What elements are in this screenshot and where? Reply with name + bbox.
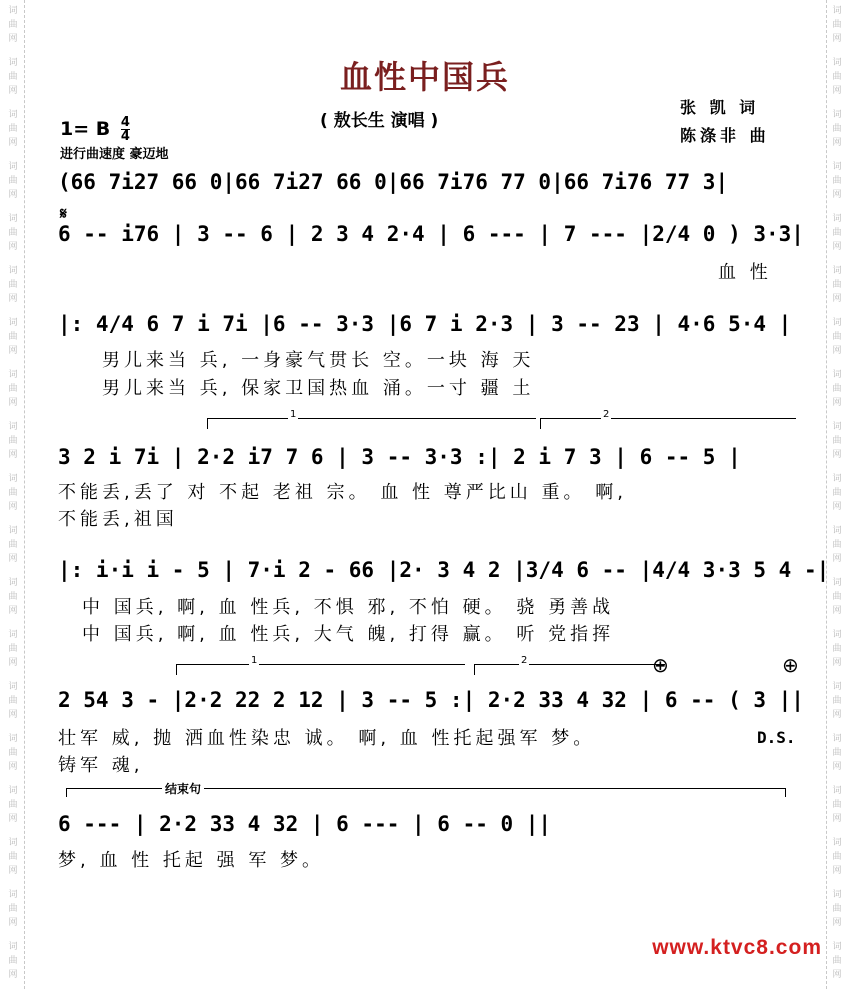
border-watermark-glyph: 网 (832, 34, 842, 44)
border-watermark-glyph: 曲 (8, 72, 18, 82)
music-line-6: 2 54 3 - |2·2 22 2 12 | 3 -- 5 :| 2·2 33 4 32 | 6 -- ( 3 || (58, 688, 804, 712)
border-watermark-glyph: 词 (832, 734, 842, 744)
border-watermark-glyph: 曲 (8, 852, 18, 862)
border-watermark-glyph: 曲 (8, 748, 18, 758)
border-watermark-glyph: 词 (832, 266, 842, 276)
border-watermark-glyph: 词 (8, 422, 18, 432)
border-watermark-glyph: 网 (832, 866, 842, 876)
border-watermark-glyph: 词 (832, 6, 842, 16)
border-watermark-glyph: 曲 (832, 228, 842, 238)
border-watermark-glyph: 网 (832, 138, 842, 148)
border-watermark-glyph: 词 (832, 214, 842, 224)
volta-bracket-1: 1 (207, 418, 536, 429)
border-watermark-glyph: 词 (8, 890, 18, 900)
border-watermark-glyph: 网 (832, 814, 842, 824)
border-watermark-glyph: 网 (8, 554, 18, 564)
border-watermark-glyph: 网 (832, 86, 842, 96)
border-watermark-glyph: 曲 (832, 644, 842, 654)
border-watermark-glyph: 网 (8, 346, 18, 356)
border-watermark-glyph: 词 (8, 214, 18, 224)
border-watermark-glyph: 词 (8, 786, 18, 796)
left-border-line (24, 0, 25, 989)
border-watermark-glyph: 网 (832, 658, 842, 668)
music-line-2: 6 -- i76 | 3 -- 6 | 2 3 4 2·4 | 6 --- | 7 --- |2/4 0 ) 3·3| (58, 222, 804, 246)
border-watermark-glyph: 词 (8, 734, 18, 744)
border-watermark-glyph: 词 (832, 422, 842, 432)
border-watermark-glyph: 词 (8, 6, 18, 16)
border-watermark-glyph: 曲 (8, 644, 18, 654)
border-watermark-glyph: 词 (832, 682, 842, 692)
lyric-verse-b2: 不能丢,祖国 (58, 509, 178, 530)
time-signature: $\frac{4}{4}$ (120, 115, 130, 144)
border-watermark-glyph: 曲 (832, 540, 842, 550)
border-watermark-glyph: 词 (8, 110, 18, 120)
tempo-marking: 进行曲速度 豪迈地 (60, 147, 169, 162)
border-watermark-glyph: 词 (832, 110, 842, 120)
composer: 陈涤非 曲 (680, 126, 770, 145)
border-watermark-glyph: 词 (832, 526, 842, 536)
key-signature (60, 116, 130, 143)
lyric-verse-c2: 中 国兵, 啊, 血 性兵, 大气 魄, 打得 赢。 听 党指挥 (82, 624, 615, 645)
border-watermark-glyph: 网 (8, 242, 18, 252)
border-watermark-glyph: 曲 (8, 384, 18, 394)
volta-bracket-2b: 2 (474, 664, 665, 675)
lyric-verse-e1: 梦, 血 性 托起 强 军 梦。 (58, 850, 325, 871)
border-watermark-glyph: 网 (832, 762, 842, 772)
music-line-1: (66 7i27 66 0|66 7i27 66 0|66 7i76 77 0|66 7i76 77 3| (58, 170, 729, 194)
music-line-4: 3 2 i 7i | 2·2 i7 7 6 | 3 -- 3·3 :| 2 i 7 3 | 6 -- 5 | (58, 445, 741, 469)
border-watermark-glyph: 曲 (832, 800, 842, 810)
music-line-5: |: i·i i - 5 | 7·i 2 - 66 |2· 3 4 2 |3/4 6 -- |4/4 3·3 5 4 -| (58, 558, 830, 582)
border-watermark-glyph: 曲 (8, 540, 18, 550)
ds-marking: D.S. (757, 728, 796, 747)
border-watermark-glyph: 曲 (8, 124, 18, 134)
border-watermark-glyph: 词 (8, 58, 18, 68)
border-watermark-glyph: 网 (832, 606, 842, 616)
border-watermark-glyph: 曲 (832, 332, 842, 342)
volta-bracket-2: 2 (540, 418, 796, 429)
border-watermark-glyph: 词 (832, 942, 842, 952)
border-watermark-glyph: 曲 (832, 176, 842, 186)
key-label: 1= B (60, 118, 111, 140)
border-watermark-glyph: 网 (8, 710, 18, 720)
border-watermark-glyph: 词 (8, 266, 18, 276)
left-border-watermark (6, 0, 20, 989)
right-border-watermark (830, 0, 844, 989)
border-watermark-glyph: 网 (832, 554, 842, 564)
border-watermark-glyph: 网 (8, 970, 18, 980)
border-watermark-glyph: 曲 (832, 488, 842, 498)
border-watermark-glyph: 曲 (8, 696, 18, 706)
border-watermark-glyph: 曲 (8, 20, 18, 30)
border-watermark-glyph: 词 (8, 162, 18, 172)
border-watermark-glyph: 曲 (8, 280, 18, 290)
border-watermark-glyph: 词 (8, 578, 18, 588)
lyric-verse-b1: 不能丢,丢了 对 不起 老祖 宗。 血 性 尊严比山 重。 啊, (58, 482, 627, 503)
ending-label: 结束句 (162, 780, 204, 797)
border-watermark-glyph: 词 (832, 162, 842, 172)
border-watermark-glyph: 曲 (832, 20, 842, 30)
lyric-line-2: 血 性 (718, 262, 772, 283)
border-watermark-glyph: 曲 (8, 332, 18, 342)
coda-symbol: ⊕ (652, 653, 669, 677)
border-watermark-glyph: 网 (8, 34, 18, 44)
border-watermark-glyph: 曲 (8, 488, 18, 498)
border-watermark-glyph: 曲 (832, 72, 842, 82)
border-watermark-glyph: 词 (832, 370, 842, 380)
border-watermark-glyph: 词 (8, 630, 18, 640)
border-watermark-glyph: 曲 (832, 696, 842, 706)
border-watermark-glyph: 曲 (832, 956, 842, 966)
lyric-verse-c1: 中 国兵, 啊, 血 性兵, 不惧 邪, 不怕 硬。 骁 勇善战 (82, 597, 615, 618)
lyricist: 张 凯 词 (680, 98, 760, 117)
border-watermark-glyph: 曲 (8, 436, 18, 446)
border-watermark-glyph: 词 (832, 318, 842, 328)
border-watermark-glyph: 词 (8, 318, 18, 328)
border-watermark-glyph: 网 (8, 398, 18, 408)
border-watermark-glyph: 词 (832, 838, 842, 848)
lyric-verse-a2: 男儿来当 兵, 保家卫国热血 涌。一寸 疆 土 (102, 378, 535, 399)
border-watermark-glyph: 曲 (832, 124, 842, 134)
ending-bracket (66, 782, 786, 797)
border-watermark-glyph: 词 (832, 474, 842, 484)
border-watermark-glyph: 曲 (8, 800, 18, 810)
border-watermark-glyph: 网 (8, 866, 18, 876)
lyric-verse-d2: 铸军 魂, (58, 755, 144, 776)
border-watermark-glyph: 曲 (832, 436, 842, 446)
border-watermark-glyph: 网 (832, 294, 842, 304)
border-watermark-glyph: 词 (832, 58, 842, 68)
music-line-7: 6 --- | 2·2 33 4 32 | 6 --- | 6 -- 0 || (58, 812, 552, 836)
border-watermark-glyph: 网 (8, 190, 18, 200)
right-border-line (826, 0, 827, 989)
border-watermark-glyph: 曲 (832, 852, 842, 862)
border-watermark-glyph: 曲 (832, 384, 842, 394)
border-watermark-glyph: 网 (832, 242, 842, 252)
segno-symbol: 𝄋 (60, 204, 67, 223)
song-title: 血性中国兵 (339, 58, 510, 96)
border-watermark-glyph: 网 (8, 762, 18, 772)
border-watermark-glyph: 词 (832, 578, 842, 588)
border-watermark-glyph: 词 (8, 838, 18, 848)
border-watermark-glyph: 网 (832, 450, 842, 460)
coda-symbol-2: ⊕ (782, 653, 799, 677)
border-watermark-glyph: 词 (8, 474, 18, 484)
border-watermark-glyph: 网 (8, 606, 18, 616)
border-watermark-glyph: 曲 (832, 904, 842, 914)
border-watermark-glyph: 网 (832, 190, 842, 200)
border-watermark-glyph: 词 (8, 682, 18, 692)
border-watermark-glyph: 曲 (832, 748, 842, 758)
border-watermark-glyph: 网 (8, 918, 18, 928)
lyric-verse-a1: 男儿来当 兵, 一身豪气贯长 空。一块 海 天 (102, 350, 535, 371)
border-watermark-glyph: 网 (832, 502, 842, 512)
performer: ( 敖长生 演唱 ) (320, 111, 439, 131)
border-watermark-glyph: 网 (8, 138, 18, 148)
volta-bracket-1b: 1 (176, 664, 465, 675)
music-line-3: |: 4/4 6 7 i 7i |6 -- 3·3 |6 7 i 2·3 | 3 -- 23 | 4·6 5·4 | (58, 312, 792, 336)
border-watermark-glyph: 网 (8, 502, 18, 512)
border-watermark-glyph: 网 (832, 398, 842, 408)
lyric-verse-d1: 壮军 威, 抛 洒血性染忠 诚。 啊, 血 性托起强军 梦。 (58, 728, 596, 749)
border-watermark-glyph: 曲 (8, 176, 18, 186)
border-watermark-glyph: 曲 (832, 280, 842, 290)
border-watermark-glyph: 词 (832, 630, 842, 640)
border-watermark-glyph: 曲 (8, 904, 18, 914)
site-watermark: www.ktvc8.com (652, 936, 822, 959)
border-watermark-glyph: 网 (8, 450, 18, 460)
border-watermark-glyph: 网 (832, 710, 842, 720)
border-watermark-glyph: 网 (8, 814, 18, 824)
border-watermark-glyph: 网 (832, 346, 842, 356)
border-watermark-glyph: 网 (8, 294, 18, 304)
border-watermark-glyph: 词 (832, 890, 842, 900)
border-watermark-glyph: 网 (832, 970, 842, 980)
border-watermark-glyph: 词 (8, 526, 18, 536)
border-watermark-glyph: 曲 (8, 956, 18, 966)
border-watermark-glyph: 网 (832, 918, 842, 928)
border-watermark-glyph: 曲 (8, 228, 18, 238)
border-watermark-glyph: 词 (8, 942, 18, 952)
border-watermark-glyph: 词 (832, 786, 842, 796)
border-watermark-glyph: 网 (8, 658, 18, 668)
border-watermark-glyph: 网 (8, 86, 18, 96)
border-watermark-glyph: 曲 (832, 592, 842, 602)
border-watermark-glyph: 词 (8, 370, 18, 380)
border-watermark-glyph: 曲 (8, 592, 18, 602)
